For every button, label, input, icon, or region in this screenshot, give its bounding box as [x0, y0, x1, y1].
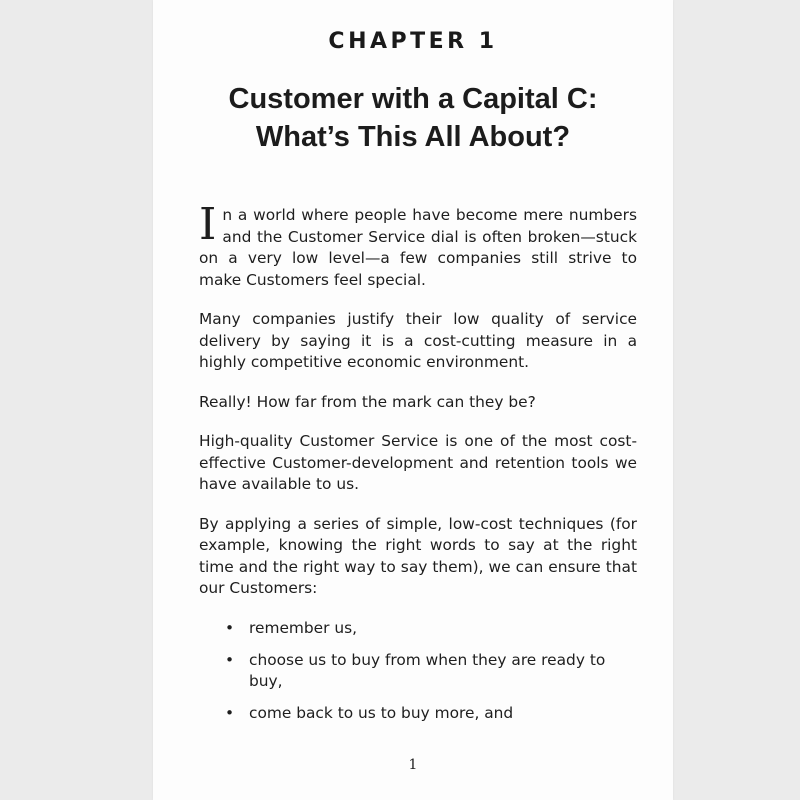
paragraph-5: By applying a series of simple, low-cost techniques (for example, knowing the right words to say at the right time and the right way to say them), we can ensure that our Customers: [199, 514, 637, 597]
chapter-title-line-1: Customer with a Capital C: [228, 83, 598, 115]
bullet-dot: • [225, 704, 235, 722]
drop-cap: I [199, 199, 217, 250]
bullet-list [199, 618, 637, 725]
page-number: 1 [408, 757, 418, 773]
bullet-item [199, 618, 637, 640]
book-page [153, 0, 673, 800]
paragraph-4: High-quality Customer Service is one of the most cost-effective Customer-development and retention tools we have available to us. [199, 432, 637, 493]
background-right [673, 0, 800, 800]
body-text [199, 199, 637, 735]
bullet-text: come back to us to buy more, and [249, 704, 514, 722]
chapter-label: CHAPTER 1 [328, 29, 498, 54]
bullet-text: choose us to buy from when they are ready to buy, [249, 650, 606, 690]
paragraph-2: Many companies justify their low quality of service delivery by saying it is a cost-cutting measure in a highly competitive economic environment. [199, 310, 637, 371]
bullet-dot: • [225, 618, 235, 637]
bullet-item [199, 650, 637, 693]
background-left [0, 0, 153, 800]
bullet-text: remember us, [249, 618, 358, 637]
chapter-title-line-2: What’s This All About? [255, 121, 571, 153]
chapter-title [153, 80, 673, 156]
paragraph-1 [199, 199, 637, 291]
bullet-item [199, 703, 637, 725]
bullet-dot: • [225, 650, 235, 669]
paragraph-1-text: n a world where people have become mere numbers and the Customer Service dial is often broken—stuck on a very low level—a few companies still strive to make Customers feel special. [199, 206, 637, 289]
paragraph-3: Really! How far from the mark can they be? [199, 392, 536, 411]
